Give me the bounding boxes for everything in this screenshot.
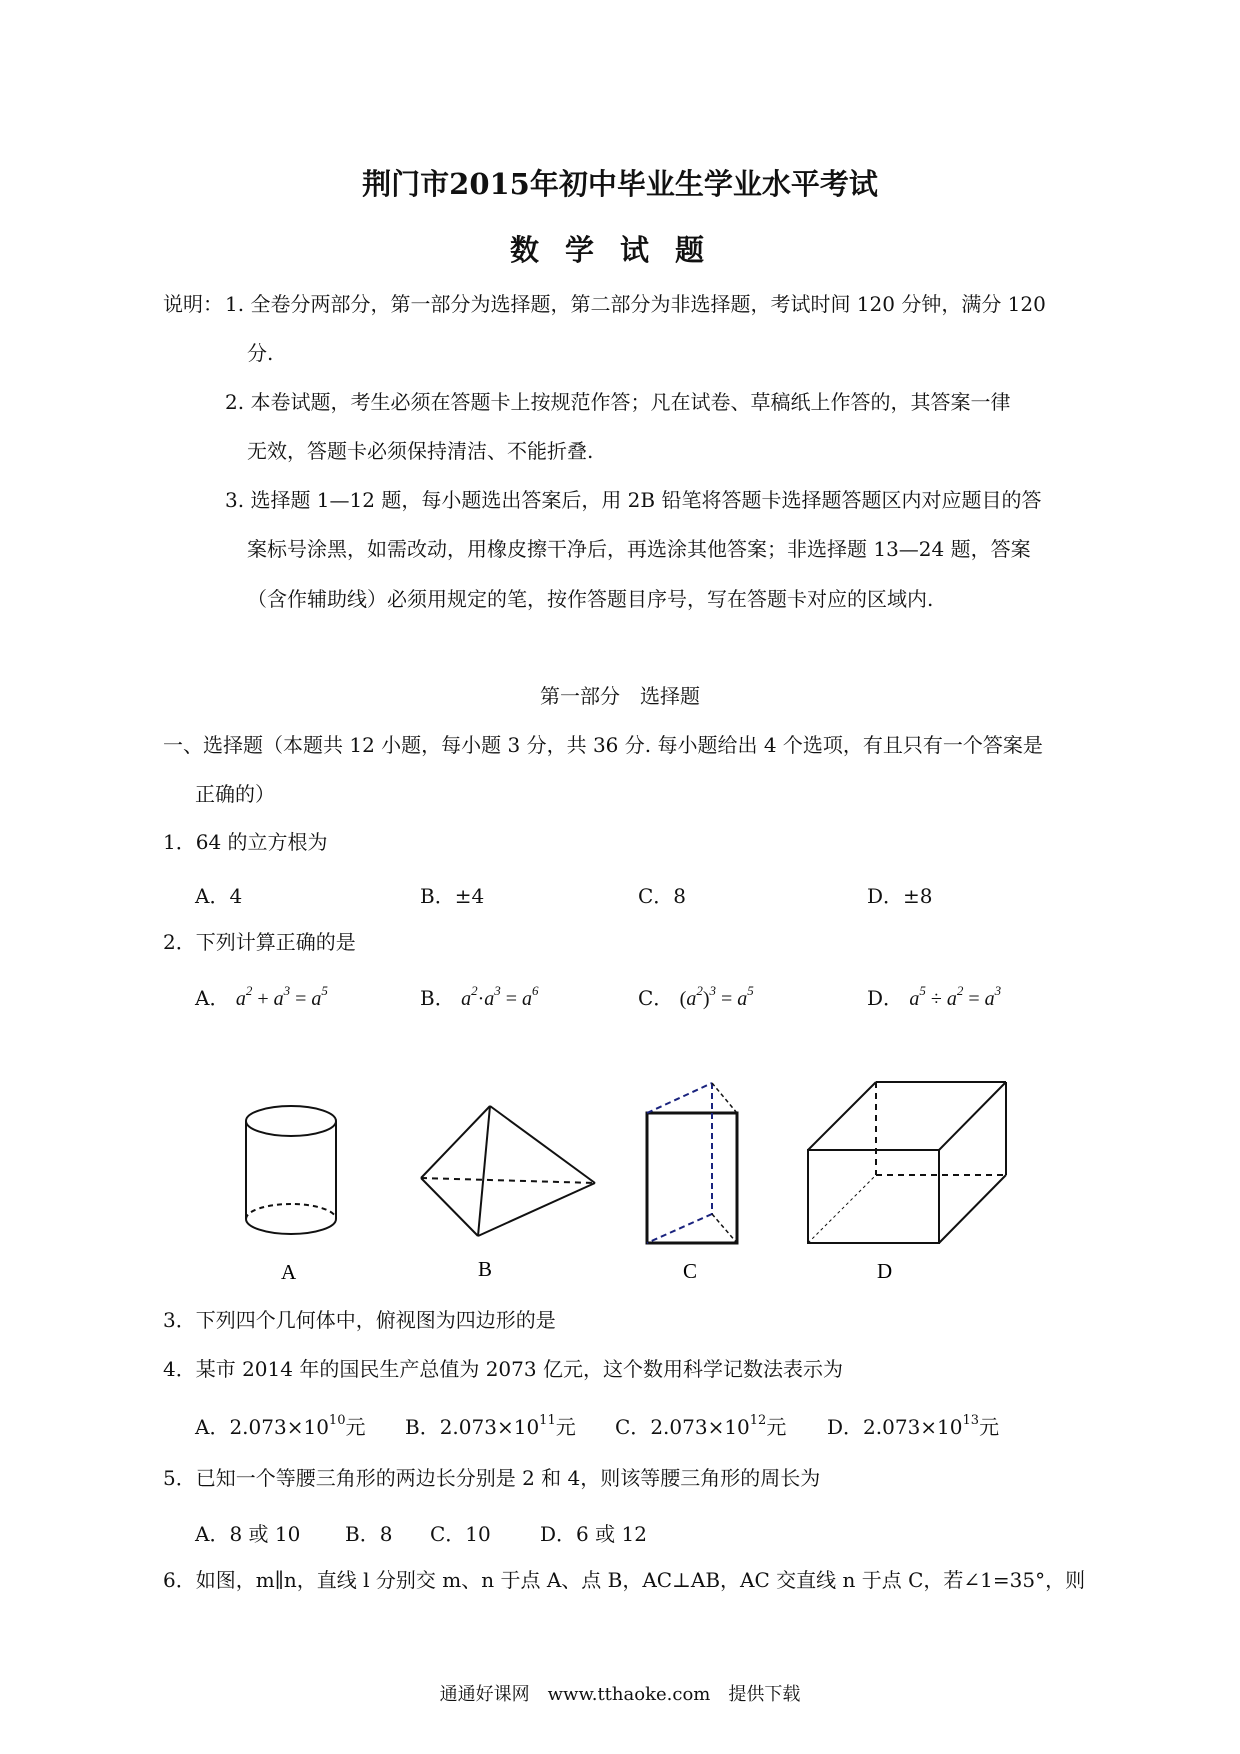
- question-5-option-b: B．8: [345, 1522, 393, 1546]
- option-c-exponent: 12: [749, 1413, 767, 1428]
- question-1-option-d: D．±8: [867, 884, 933, 908]
- instruction-3-line2: 案标号涂黑，如需改动，用橡皮擦干净后，再选涂其他答案；非选择题 13—24 题，答案: [247, 537, 1031, 561]
- question-4-option-c: [615, 1411, 786, 1440]
- instruction-3-line1: 3. 选择题 1—12 题，每小题选出答案后，用 2B 铅笔将答题卡选择题答题区内对应题目的答: [225, 488, 1042, 512]
- figure-label-d: D: [877, 1259, 893, 1283]
- question-1-stem: 1．64 的立方根为: [163, 830, 328, 854]
- page-footer: 通通好课网 www.tthaoke.com 提供下载: [439, 1684, 801, 1705]
- figure-label-a: A: [281, 1260, 297, 1284]
- question-3-stem: 3．下列四个几何体中，俯视图为四边形的是: [163, 1308, 556, 1332]
- option-b-label: B．: [405, 1415, 440, 1439]
- section-one-line2: 正确的）: [195, 782, 275, 806]
- instruction-2-line2: 无效，答题卡必须保持清洁、不能折叠.: [247, 439, 594, 463]
- instructions-label: 说明：: [163, 292, 223, 316]
- option-a-formula: $a^2 + a^3 = a^5$: [235, 983, 328, 1010]
- option-c-formula: $(a^2)^3 = a^5$: [679, 983, 754, 1010]
- question-4-option-b: [405, 1411, 576, 1440]
- question-1-option-c: C．8: [638, 884, 687, 908]
- option-d-formula: $a^5 \div a^2 = a^3$: [909, 983, 1002, 1010]
- question-4-option-a: [195, 1411, 365, 1440]
- option-b-mantissa: 2.073×10: [439, 1415, 540, 1439]
- section-one-line1: 一、选择题（本题共 12 小题，每小题 3 分，共 36 分. 每小题给出 4 个选项，有且只有一个答案是: [163, 733, 1043, 757]
- figure-label-b: B: [478, 1257, 493, 1281]
- question-1-option-b: B．±4: [420, 884, 485, 908]
- question-1-option-a: A．4: [195, 884, 243, 908]
- part-one-heading: 第一部分 选择题: [540, 684, 700, 708]
- option-b-unit: 元: [555, 1415, 576, 1439]
- question-2-stem: 2．下列计算正确的是: [163, 930, 356, 954]
- question-5-stem: 5．已知一个等腰三角形的两边长分别是 2 和 4，则该等腰三角形的周长为: [163, 1466, 821, 1490]
- option-d-unit: 元: [979, 1415, 1000, 1439]
- question-6-stem: 6．如图，m∥n，直线 l 分别交 m、n 于点 A、点 B，AC⊥AB，AC 交直线 n 于点 C，若∠1=35°，则: [163, 1568, 1086, 1592]
- figure-pyramid: [421, 1106, 595, 1236]
- exam-title: 荆门市2015年初中毕业生学业水平考试: [362, 167, 878, 201]
- question-5-option-c: C．10: [430, 1522, 491, 1546]
- option-c-unit: 元: [766, 1415, 787, 1439]
- option-b-label: B．: [420, 986, 455, 1010]
- instruction-3-line3: （含作辅助线）必须用规定的笔，按作答题目序号，写在答题卡对应的区域内.: [247, 587, 934, 611]
- option-d-label: D．: [827, 1415, 864, 1439]
- instruction-2-line1: 2. 本卷试题，考生必须在答题卡上按规范作答；凡在试卷、草稿纸上作答的，其答案一律: [225, 390, 1011, 414]
- option-c-label: C．: [615, 1415, 651, 1439]
- option-a-label: A．: [195, 1415, 230, 1439]
- figure-cylinder: [246, 1106, 336, 1234]
- question-4-stem: 4．某市 2014 年的国民生产总值为 2073 亿元，这个数用科学记数法表示为: [163, 1357, 843, 1381]
- instruction-1-line1: 1. 全卷分两部分，第一部分为选择题，第二部分为非选择题，考试时间 120 分钟，满分 120: [225, 292, 1046, 316]
- question-4-option-d: [827, 1411, 999, 1440]
- option-a-exponent: 10: [328, 1413, 346, 1428]
- option-a-mantissa: 2.073×10: [229, 1415, 329, 1439]
- option-c-label: C．: [638, 986, 674, 1010]
- figure-prism: [647, 1083, 737, 1243]
- exam-subtitle: 数学试题: [509, 233, 730, 267]
- option-b-formula: $a^2\cdot a^3 = a^6$: [461, 983, 539, 1010]
- option-a-unit: 元: [345, 1415, 366, 1439]
- figure-label-c: C: [683, 1259, 698, 1283]
- instruction-1-line2: 分.: [247, 341, 274, 365]
- question-5-option-d: D．6 或 12: [540, 1522, 647, 1546]
- option-d-mantissa: 2.073×10: [863, 1415, 963, 1439]
- option-d-label: D．: [867, 986, 904, 1010]
- figure-cuboid: [808, 1082, 1006, 1243]
- option-b-exponent: 11: [539, 1413, 556, 1428]
- question-5-option-a: A．8 或 10: [195, 1522, 301, 1546]
- option-a-label: A．: [195, 986, 230, 1010]
- option-d-exponent: 13: [962, 1413, 980, 1428]
- option-c-mantissa: 2.073×10: [650, 1415, 750, 1439]
